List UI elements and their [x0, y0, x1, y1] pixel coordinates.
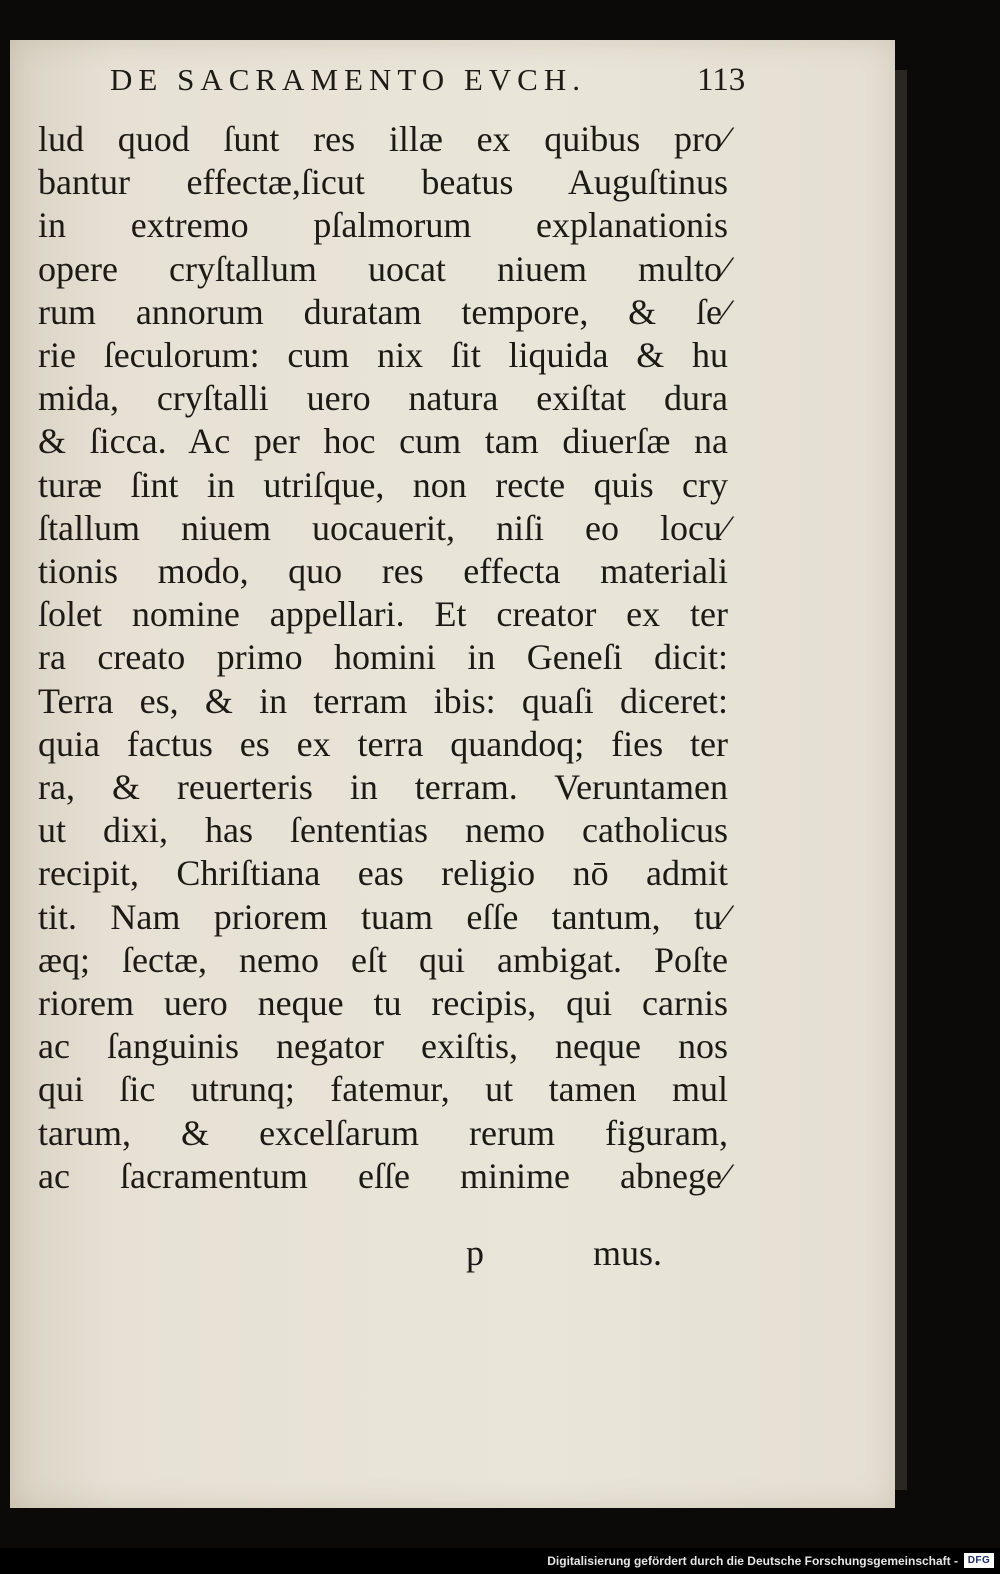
text-line: ac ſacramentum eſſe minime abnege⁄: [38, 1155, 728, 1196]
dfg-logo-icon: DFG: [964, 1553, 994, 1568]
text-line: rum annorum duratam tempore, & ſe⁄: [38, 291, 728, 332]
text-line: quia factus es ex terra quandoq; fies ter: [38, 723, 728, 764]
body-text: [38, 118, 728, 1198]
catchword: mus.: [593, 1233, 663, 1273]
running-head: DE SACRAMENTO EVCH.: [110, 62, 586, 97]
page-number: 113: [697, 62, 746, 98]
text-line: tarum, & excelſarum rerum figuram,: [38, 1112, 728, 1153]
text-line: ſtallum niuem uocauerit, niſi eo locu⁄: [38, 507, 728, 548]
text-line: Terra es, & in terram ibis: quaſi diceret:: [38, 680, 728, 721]
text-line: ſolet nomine appellari. Et creator ex ter: [38, 594, 728, 635]
text-line: rie ſeculorum: cum nix ſit liquida & hu: [38, 335, 728, 376]
text-line: tionis modo, quo res effecta materiali: [38, 551, 728, 592]
text-line: & ſicca. Ac per hoc cum tam diuerſæ na: [38, 421, 728, 462]
text-line: turæ ſint in utriſque, non recte quis cry: [38, 464, 728, 505]
text-line: ra creato primo homini in Geneſi dicit:: [38, 637, 728, 678]
text-line: ra, & reuerteris in terram. Veruntamen: [38, 767, 728, 808]
text-line: ut dixi, has ſententias nemo catholicus: [38, 810, 728, 851]
catchline: [38, 1232, 688, 1276]
text-line: tit. Nam priorem tuam eſſe tantum, tu⁄: [38, 896, 728, 937]
funding-credit: Digitalisierung gefördert durch die Deutsche Forschungsgemeinschaft -: [547, 1554, 958, 1568]
text-line: mida, cryſtalli uero natura exiſtat dura: [38, 378, 728, 419]
text-line: qui ſic utrunq; fatemur, ut tamen mul: [38, 1069, 728, 1110]
text-line: bantur effectæ,ſicut beatus Auguſtinus: [38, 162, 728, 203]
text-line: æq; ſectæ, nemo eſt qui ambigat. Poſte: [38, 939, 728, 980]
text-line: lud quod ſunt res illæ ex quibus pro⁄: [38, 119, 728, 159]
text-line: in extremo pſalmorum explanationis: [38, 205, 728, 246]
text-line: opere cryſtallum uocat niuem multo⁄: [38, 248, 728, 289]
text-line: riorem uero neque tu recipis, qui carnis: [38, 983, 728, 1024]
text-line: recipit, Chriſtiana eas religio nō admit: [38, 853, 728, 894]
page-edge: [895, 70, 907, 1490]
signature-mark: p: [466, 1233, 484, 1273]
text-line: ac ſanguinis negator exiſtis, neque nos: [38, 1026, 728, 1067]
